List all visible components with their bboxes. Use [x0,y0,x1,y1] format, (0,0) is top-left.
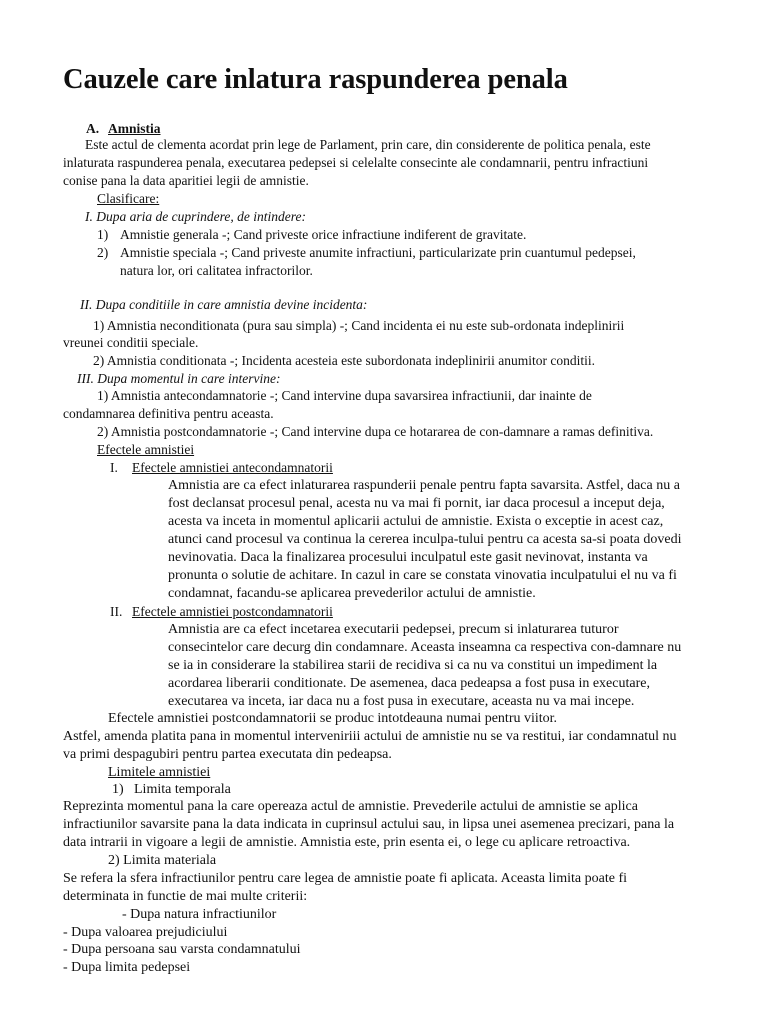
text-line: Efectele amnistiei antecondamnatorii [132,460,333,475]
section-a-title: Amnistia [108,121,161,136]
text-line: va primi despagubiri pentru partea executata din pedeapsa. [63,747,392,762]
text-line: II. Dupa conditiile in care amnistia devine incidenta: [80,297,368,312]
text-line: Efectele amnistiei postcondamnatorii se produc intotdeauna numai pentru viitor. [108,711,558,726]
text-line: 1) [97,227,109,242]
text-line: I. [110,460,118,475]
text-line: infractiunilor savarsite pana la data indicata in cuprinsul actului sau, in lipsa unei asemenea precizari, pana la [63,817,675,832]
text-line: II. [110,604,123,619]
text-line: Efectele amnistiei [97,442,195,457]
text-line: pronunta o solutie de achitare. In cazul in care se constata vinovatia inculpatului el nu va fi [168,568,677,583]
text-line: natura lor, ori calitatea infractorilor. [120,263,313,278]
text-line: Limita temporala [134,782,231,797]
text-line: 1) [112,782,124,797]
text-line: III. Dupa momentul in care intervine: [77,371,281,386]
text-line: Se refera la sfera infractiunilor pentru care legea de amnistie poate fi aplicata. Aceasta limita poate fi [63,871,627,886]
text-line: Amnistia are ca efect incetarea executarii pedepsei, precum si inlaturarea tuturor [168,622,619,637]
text-line: Reprezinta momentul pana la care opereaza actul de amnistie. Prevederile actului de amnistie se aplica [63,799,638,814]
text-line: executarea va inceta, iar daca nu a fost pusa in executare, aceasta nu va mai incepe. [168,694,635,709]
text-line: nevinovatia. Daca la finalizarea procesului inculpatul este gasit nevinovat, instanta va [168,550,648,565]
text-line: Efectele amnistiei postcondamnatorii [132,604,333,619]
document-title: Cauzele care inlatura raspunderea penala [63,64,568,95]
section-a-letter: A. [86,121,100,136]
text-line: condamnarea definitiva pentru aceasta. [63,406,274,421]
text-line: - Dupa limita pedepsei [63,960,191,975]
text-line: Amnistie speciala -; Cand priveste anumite infractiuni, particularizate prin cuantumul pedepsei, [120,245,636,260]
text-line: 1) Amnistia antecondamnatorie -; Cand intervine dupa savarsirea infractiunii, dar inainte de [97,388,592,403]
text-line: 1) Amnistia neconditionata (pura sau simpla) -; Cand incidenta ei nu este sub-ordonata indeplinirii [93,318,625,333]
text-line: se ia in considerare la stabilirea starii de recidiva si ca nu va constitui un impediment la [168,658,658,673]
text-line: I. Dupa aria de cuprindere, de intindere: [85,209,306,224]
text-line: atunci cand procesul va continua la cererea inculpa-tului pentru ca acesta sa-si poata dovedi [168,532,682,547]
text-line: Amnistie generala -; Cand priveste orice infractiune indiferent de gravitate. [120,227,527,242]
text-line: - Dupa natura infractiunilor [122,907,277,922]
text-line: 2) Amnistia conditionata -; Incidenta acesteia este subordonata indeplinirii anumitor conditii. [93,353,595,368]
text-line: acesta va inceta in momentul aplicarii actului de amnistie. Exista o exceptie in acest caz, [168,514,664,529]
text-line: fost declansat procesul penal, acesta nu va mai fi pornit, iar daca procesul a inceput deja, [168,496,665,511]
text-line: Limitele amnistiei [108,765,211,780]
text-line: - Dupa persoana sau varsta condamnatului [63,942,301,957]
text-line: Amnistia are ca efect inlaturarea raspunderii penale pentru fapta savarsita. Astfel, daca nu a [168,478,680,493]
text-line: 2) [97,245,109,260]
text-line: conise pana la data aparitiei legii de amnistie. [63,173,309,188]
text-line: vreunei conditii speciale. [63,335,199,350]
text-line: condamnat, facandu-se aplicarea prevederilor actului de amnistie. [168,586,536,601]
text-line: Clasificare: [97,191,160,206]
text-line: 2) Amnistia postcondamnatorie -; Cand intervine dupa ce hotararea de con-damnare a ramas definitiva. [97,424,654,439]
text-line: data intrarii in vigoare a legii de amnistie. Amnistia este, prin esenta ei, o lege cu aplicare retroactiva. [63,835,631,850]
text-line: - Dupa valoarea prejudiciului [63,925,228,940]
text-line: 2) Limita materiala [108,853,217,868]
text-line: consecintelor care decurg din condamnare. Aceasta inseamna ca respectiva con-damnare nu [168,640,682,655]
text-line: inlaturata raspunderea penala, executarea pedepsei si celelalte consecinte ale condamnarii, pentru infractiuni [63,155,649,170]
text-line: determinata in functie de mai multe criterii: [63,889,308,904]
text-line: Este actul de clementa acordat prin lege de Parlament, prin care, din considerente de politica penala, este [85,137,651,152]
text-line: acordarea liberarii conditionate. De asemenea, daca pedeapsa a fost pusa in executare, [168,676,650,691]
text-line: Astfel, amenda platita pana in momentul interveniriii actului de amnistie nu se va restitui, iar condamnatul nu [63,729,677,744]
